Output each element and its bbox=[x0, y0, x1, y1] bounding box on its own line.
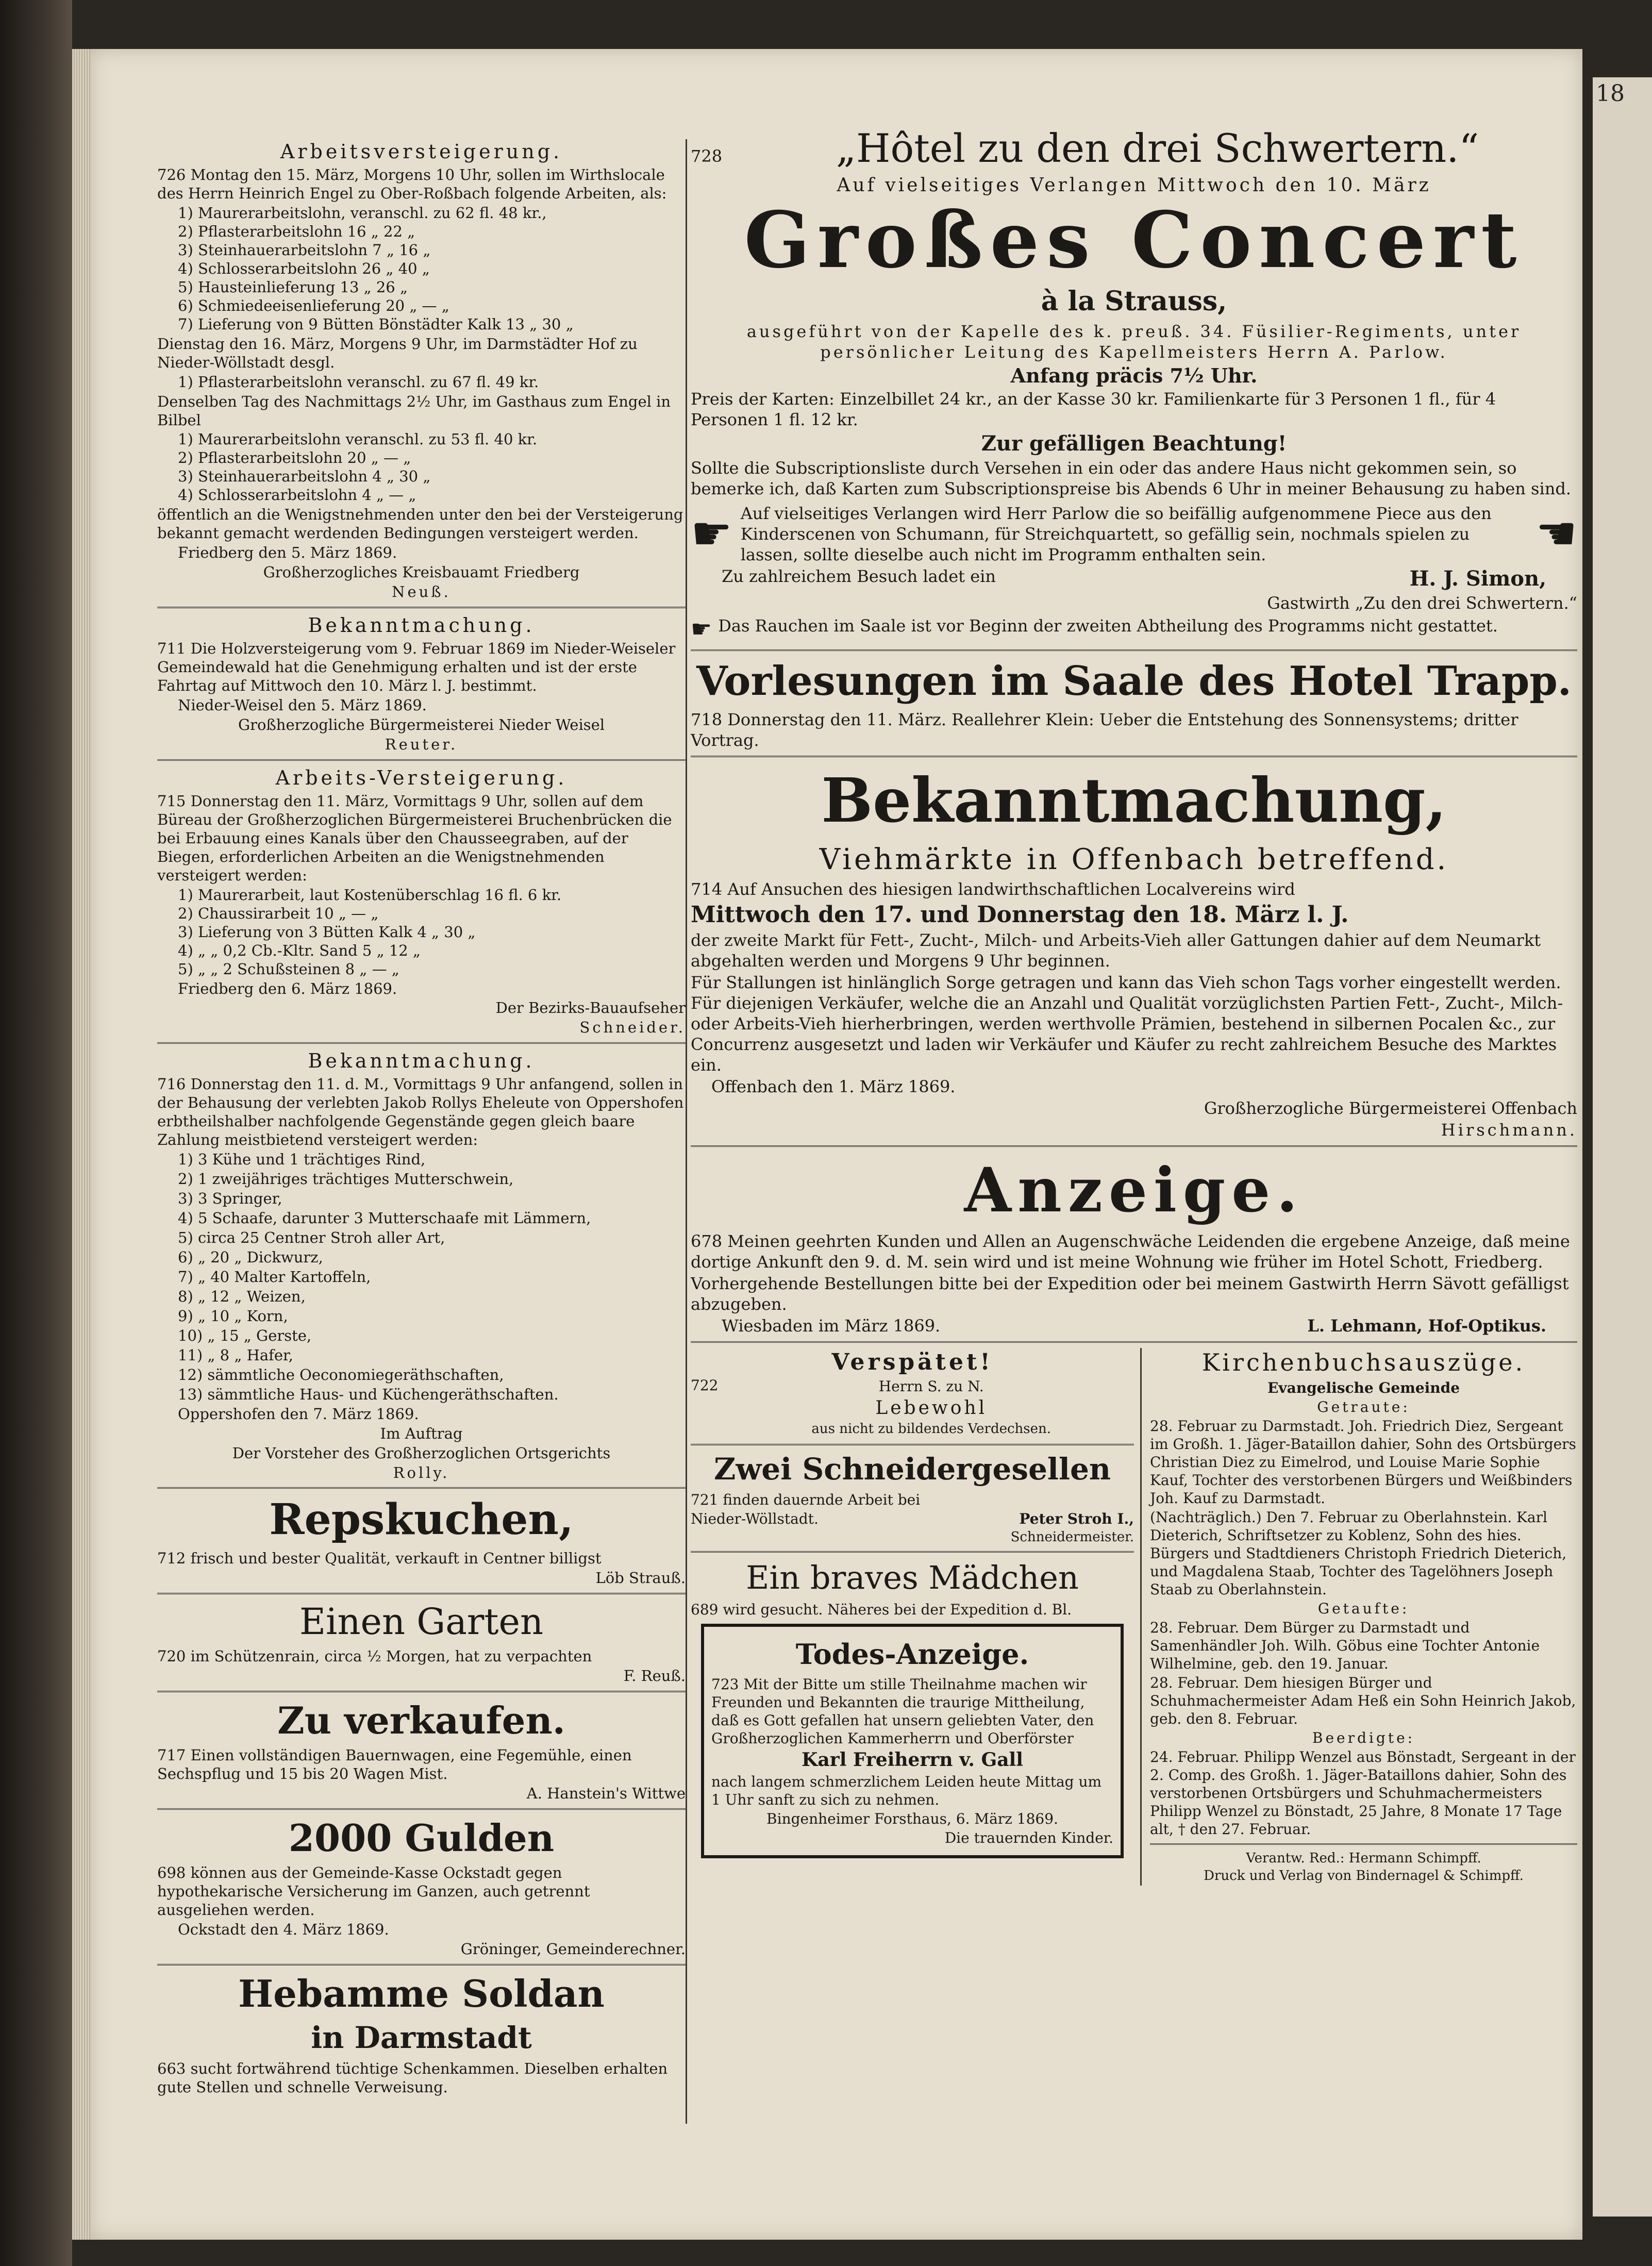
ad-2000-gulden bbox=[157, 1815, 686, 1959]
ad-subheadline: à la Strauss, bbox=[1041, 285, 1227, 317]
imprint-publisher: Druck und Verlag von Bindernagel & Schimpff. bbox=[1204, 1868, 1524, 1884]
ad-arbeitsversteigerung-715 bbox=[157, 766, 686, 1038]
ad-signature-note: Im Auftrag bbox=[380, 1424, 463, 1442]
facing-page-number: 18 bbox=[1596, 80, 1625, 107]
list-item: 4) „ „ 0,2 Cb.-Kltr. Sand 5 „ 12 „ bbox=[178, 941, 421, 959]
ad-signature: Großherzogliche Bürgermeisterei Nieder Weisel bbox=[238, 715, 605, 734]
ad-title: Bekanntmachung. bbox=[308, 614, 535, 637]
church-entry: 28. Februar. Dem hiesigen Bürger und Schuhmachermeister Adam Heß ein Sohn Heinrich Jakob, geb. den 8. Februar. bbox=[1150, 1674, 1576, 1727]
ad-signature: L. Lehmann, Hof-Optikus. bbox=[1307, 1316, 1546, 1336]
ad-text: ausgeführt von der Kapelle des k. preuß. 34. Füsilier-Regiments, unter persönlicher Leitung des Kapellmeisters Herrn A. Parlow. bbox=[746, 321, 1522, 362]
list-item: 8) „ 12 „ Weizen, bbox=[178, 1287, 306, 1305]
ad-text: Herrn S. zu N. bbox=[878, 1378, 984, 1395]
ad-title: Hebamme Soldan bbox=[238, 1971, 605, 2015]
list-item: 3) Steinhauerarbeitslohn 7 „ 16 „ bbox=[178, 241, 431, 259]
ad-signature: Die trauernden Kinder. bbox=[944, 1829, 1113, 1846]
ad-repskuchen bbox=[157, 1494, 686, 1588]
church-entry: (Nachträglich.) Den 7. Februar zu Oberlahnstein. Karl Dieterich, Schriftsetzer zu Koblenz, Sohn des hies. Bürgers und Stadtdieners Christoph Friedrich Dieterich, und Magdalena Staab, Tochter des Tagelöhners Joseph Staab zu Oberlahnstein. bbox=[1150, 1508, 1567, 1598]
ad-signature-name: Hirschmann. bbox=[1441, 1120, 1577, 1140]
ad-maedchen bbox=[691, 1558, 1134, 1619]
list-item: 2) Pflasterarbeitslohn 16 „ 22 „ bbox=[178, 222, 415, 240]
ad-title: Zu verkaufen. bbox=[277, 1698, 565, 1742]
ad-signature: A. Hanstein's Wittwe bbox=[526, 1784, 686, 1802]
list-item: 1) Maurerarbeit, laut Kostenüberschlag 16 fl. 6 kr. bbox=[178, 886, 562, 904]
ad-text: Lebewohl bbox=[875, 1397, 988, 1419]
ad-title: Anzeige. bbox=[964, 1154, 1304, 1226]
ad-subtitle: in Darmstadt bbox=[311, 2020, 532, 2056]
ad-signature: Gröninger, Gemeinderechner. bbox=[460, 1940, 686, 1958]
divider bbox=[157, 1964, 686, 1965]
list-item: 2) 1 zweijähriges trächtiges Mutterschwein, bbox=[178, 1170, 514, 1188]
list-item: 13) sämmtliche Haus- und Küchengeräthschaften. bbox=[178, 1385, 559, 1403]
ad-signature-name: Neuß. bbox=[392, 583, 451, 601]
imprint-editor: Verantw. Red.: Hermann Schimpff. bbox=[1246, 1850, 1481, 1866]
list-item: 1) Maurerarbeitslohn, veranschl. zu 62 fl. 48 kr., bbox=[178, 204, 547, 222]
book-spine bbox=[0, 0, 72, 2266]
ad-text: 712 frisch und bester Qualität, verkauft in Centner billigst bbox=[157, 1549, 602, 1568]
church-subtitle: Evangelische Gemeinde bbox=[1267, 1379, 1460, 1396]
ad-number: 728 bbox=[691, 146, 723, 166]
ad-intro: 726 Montag den 15. März, Morgens 10 Uhr, sollen im Wirthslocale des Herrn Heinrich Engel zu Ober-Roßbach folgende Arbeiten, als: bbox=[157, 166, 667, 203]
ad-vorlesungen bbox=[691, 656, 1577, 751]
item-list bbox=[157, 373, 686, 505]
bottom-columns bbox=[691, 1348, 1577, 1886]
ad-text: 689 wird gesucht. Näheres bei der Expedition d. Bl. bbox=[691, 1601, 1072, 1618]
ad-signature: Der Bezirks-Bauaufseher bbox=[495, 999, 686, 1017]
ad-title: Arbeitsversteigerung. bbox=[280, 140, 563, 163]
list-item: 1) 3 Kühe und 1 trächtiges Rind, bbox=[178, 1151, 426, 1169]
pointing-hand-left-icon: ☚ bbox=[1536, 507, 1577, 561]
ad-signature: Großherzogliche Bürgermeisterei Offenbach bbox=[1204, 1098, 1577, 1118]
ad-date: Oppershofen den 7. März 1869. bbox=[178, 1405, 419, 1423]
page-edges bbox=[72, 49, 93, 2240]
list-item: 4) 5 Schaafe, darunter 3 Mutterschaafe mit Lämmern, bbox=[178, 1209, 591, 1227]
ad-text: 721 finden dauernde Arbeit bei bbox=[691, 1491, 921, 1508]
ad-text: aus nicht zu bildendes Verdechsen. bbox=[811, 1421, 1052, 1437]
ad-number: 722 bbox=[691, 1377, 719, 1394]
ad-schneidergesellen bbox=[691, 1451, 1134, 1546]
ad-date: Friedberg den 5. März 1869. bbox=[178, 544, 397, 562]
ad-signature: Peter Stroh I., bbox=[1019, 1510, 1134, 1527]
ad-title: „Hôtel zu den drei Schwertern.“ bbox=[836, 125, 1479, 171]
ad-signature: Löb Strauß. bbox=[595, 1569, 686, 1587]
ad-bekanntmachung-716 bbox=[157, 1049, 686, 1482]
left-column bbox=[157, 137, 686, 2098]
divider bbox=[157, 607, 686, 608]
ad-note: Sollte die Subscriptionsliste durch Versehen in ein oder das andere Haus nicht gekommen sein, so bemerke ich, daß Karten zum Subscriptionspreise bis Abends 6 Uhr in meiner Behausung zu haben sind. bbox=[691, 458, 1571, 498]
right-column bbox=[691, 124, 1577, 1886]
ad-text: 714 Auf Ansuchen des hiesigen landwirthschaftlichen Localvereins wird bbox=[691, 879, 1295, 899]
ad-text: Dienstag den 16. März, Morgens 9 Uhr, im Darmstädter Hof zu Nieder-Wöllstadt desgl. bbox=[157, 335, 638, 371]
item-list bbox=[157, 886, 686, 979]
ad-text: 716 Donnerstag den 11. d. M., Vormittags 9 Uhr anfangend, sollen in der Behausung der verlebten Jakob Rollys Eheleute von Oppershofen erbtheilshalber nachfolgende Gegenstände gegen gleich baare Zahlung meistbietend versteigert werden: bbox=[157, 1075, 684, 1149]
ad-todes-anzeige bbox=[701, 1624, 1124, 1858]
ad-text: 678 Meinen geehrten Kunden und Allen an Augenschwäche Leidenden die ergebene Anzeige, daß meine dortige Ankunft den 9. d. M. sein wird und ist meine Wohnung wie früher im Hotel Schott, Friedberg. bbox=[691, 1231, 1570, 1272]
list-item: 1) Pflasterarbeitslohn veranschl. zu 67 fl. 49 kr. bbox=[178, 373, 539, 391]
list-item: 3) Lieferung von 3 Bütten Kalk 4 „ 30 „ bbox=[178, 923, 476, 941]
ad-bekanntmachung-711 bbox=[157, 613, 686, 754]
ad-title: Arbeits-Versteigerung. bbox=[275, 766, 568, 789]
list-item: 1) Maurerarbeitslohn veranschl. zu 53 fl. 40 kr. bbox=[178, 430, 538, 448]
divider bbox=[157, 1487, 686, 1489]
divider bbox=[691, 1444, 1134, 1445]
ad-text: 718 Donnerstag den 11. März. Reallehrer Klein: Ueber die Entstehung des Sonnensystems; dritter Vortrag. bbox=[691, 710, 1518, 750]
bottom-right-column bbox=[1142, 1348, 1577, 1886]
ad-arbeitsversteigerung-726 bbox=[157, 140, 686, 602]
list-item: 4) Schlosserarbeitslohn 26 „ 40 „ bbox=[178, 259, 430, 277]
ad-host: H. J. Simon, bbox=[1409, 566, 1546, 591]
ad-hebamme bbox=[157, 1971, 686, 2097]
list-item: 5) circa 25 Centner Stroh aller Art, bbox=[178, 1229, 445, 1247]
column-divider bbox=[686, 139, 687, 2124]
ad-hotel-concert bbox=[691, 124, 1577, 644]
church-heading: Beerdigte: bbox=[1312, 1729, 1415, 1746]
list-item: 6) „ 20 „ Dickwurz, bbox=[178, 1248, 323, 1267]
list-item: Denselben Tag des Nachmittags 2½ Uhr, im Gasthaus zum Engel in Bilbel bbox=[157, 392, 671, 429]
ad-title: Bekanntmachung. bbox=[308, 1049, 535, 1073]
ad-bold-dates: Mittwoch den 17. und Donnerstag den 18. März l. J. bbox=[691, 901, 1349, 928]
ad-text: 698 können aus der Gemeinde-Kasse Ockstadt gegen hypothekarische Versicherung im Ganzen, auch getrennt ausgeliehen werden. bbox=[157, 1864, 590, 1919]
ad-text: 715 Donnerstag den 11. März, Vormittags 9 Uhr, sollen auf dem Büreau der Großherzoglichen Bürgermeisterei Bruchenbrücken die bei Erbauung eines Kanals über den Chausseegraben, auf der Biegen, erforderlichen Arbeiten an die Wenigstnehmenden versteigert werden: bbox=[157, 792, 672, 884]
ad-signature: Großherzogliches Kreisbauamt Friedberg bbox=[263, 563, 580, 581]
item-list bbox=[157, 1151, 686, 1404]
ad-pointer-text: Auf vielseitiges Verlangen wird Herr Parlow die so beifällig aufgenommene Piece aus den Kinderscenen von Schumann, für Streichquartett, so gefällig sein, nochmals spielen zu lassen, sollte dieselbe auch nicht im Programm enthalten sein. bbox=[740, 504, 1492, 564]
ad-title: Ein braves Mädchen bbox=[746, 1558, 1079, 1596]
church-entry: 28. Februar. Dem Bürger zu Darmstadt und Samenhändler Joh. Wilh. Göbus eine Tochter Antonie Wilhelmine, geb. den 19. Januar. bbox=[1150, 1619, 1540, 1672]
ad-signature-name: Rolly. bbox=[393, 1463, 450, 1481]
ad-anzeige-678 bbox=[691, 1152, 1577, 1337]
ad-text: Vorhergehende Bestellungen bitte bei der Expedition oder bei meinem Gastwirth Herrn Sävott gefälligst abzugeben. bbox=[691, 1274, 1569, 1314]
ad-garten bbox=[157, 1599, 686, 1686]
item-list bbox=[157, 204, 686, 334]
ad-text: öffentlich an die Wenigstnehmenden unter den bei der Versteigerung bekannt gemacht werdenden Bedingungen versteigert werden. bbox=[157, 506, 683, 542]
ad-date: Bingenheimer Forsthaus, 6. März 1869. bbox=[766, 1810, 1058, 1827]
list-item: 10) „ 15 „ Gerste, bbox=[178, 1326, 312, 1344]
ad-signature-name: Reuter. bbox=[385, 735, 458, 753]
ad-place: Nieder-Wöllstadt. bbox=[691, 1510, 819, 1527]
list-item: 6) Schmiedeeisenlieferung 20 „ — „ bbox=[178, 296, 449, 314]
ad-smoke-note: Das Rauchen im Saale ist vor Beginn der zweiten Abtheilung des Programms nicht gestattet. bbox=[718, 616, 1498, 636]
ad-date: Friedberg den 6. März 1869. bbox=[178, 979, 397, 997]
list-item: 5) Hausteinlieferung 13 „ 26 „ bbox=[178, 278, 408, 296]
ad-text: 723 Mit der Bitte um stille Theilnahme machen wir Freunden und Bekannten die traurige Mittheilung, daß es Gott gefallen hat unsern geliebten Vater, den Großherzoglichen Kammerherrn und Oberförster bbox=[711, 1675, 1094, 1747]
list-item: 11) „ 8 „ Hafer, bbox=[178, 1346, 293, 1364]
list-item: 4) Schlosserarbeitslohn 4 „ — „ bbox=[178, 486, 416, 504]
list-item: 9) „ 10 „ Korn, bbox=[178, 1307, 288, 1325]
ad-bekanntmachung-714 bbox=[691, 762, 1577, 1140]
church-entry: 28. Februar zu Darmstadt. Joh. Friedrich Diez, Sergeant im Großh. 1. Jäger-Bataillon dahier, Sohn des Ortsbürgers Christian Diez zu Eimelrod, und Louise Marie Sophie Kauf, Tochter des verstorbenen Bürgers und Weißbinders Joh. Kauf zu Darmstadt. bbox=[1150, 1417, 1576, 1507]
list-item: 5) „ „ 2 Schußsteinen 8 „ — „ bbox=[178, 960, 399, 978]
pointing-hand-icon: ☛ bbox=[691, 615, 712, 643]
church-heading: Getraute: bbox=[1317, 1398, 1410, 1415]
ad-text: 720 im Schützenrain, circa ½ Morgen, hat zu verpachten bbox=[157, 1647, 592, 1665]
list-item: 7) „ 40 Malter Kartoffeln, bbox=[178, 1268, 371, 1286]
divider bbox=[157, 1691, 686, 1692]
ad-date: Nieder-Weisel den 5. März 1869. bbox=[178, 696, 427, 714]
ad-signature: F. Reuß. bbox=[623, 1667, 686, 1685]
ad-text: Für Stallungen ist hinlänglich Sorge getragen und kann das Vieh schon Tags vorher eingestellt werden. Für diejenigen Verkäufer, welche die an Anzahl und Qualität vorzüglichsten Partien Fett-, Zucht-, Milch- oder Arbeits-Vieh hierherbringen, werden werthvolle Prämien, bestehend in silbernen Pocalen &c., zur Concurrenz ausgesetzt und laden wir Verkäufer und Käufer zu recht zahlreichem Besuche des Marktes ein. bbox=[691, 972, 1563, 1075]
ad-prices: Preis der Karten: Einzelbillet 24 kr., an der Kasse 30 kr. Familienkarte für 3 Personen 1 fl., für 4 Personen 1 fl. 12 kr. bbox=[691, 389, 1496, 429]
ad-name: Karl Freiherrn v. Gall bbox=[802, 1748, 1023, 1771]
divider bbox=[691, 1341, 1577, 1343]
divider bbox=[1150, 1843, 1577, 1845]
pointing-hand-right-icon: ☛ bbox=[691, 507, 732, 561]
divider bbox=[691, 1551, 1134, 1553]
ad-text: 711 Die Holzversteigerung vom 9. Februar 1869 im Nieder-Weiseler Gemeindewald hat die Genehmigung erhalten und ist der erste Fahrtag auf Mittwoch den 10. März l. J. bestimmt. bbox=[157, 640, 676, 695]
ad-date: Ockstadt den 4. März 1869. bbox=[178, 1921, 389, 1939]
ad-subtitle: Auf vielseitiges Verlangen Mittwoch den 10. März bbox=[837, 175, 1431, 196]
ad-headline: Großes Concert bbox=[744, 195, 1524, 286]
ad-title: Bekanntmachung, bbox=[821, 764, 1447, 836]
ad-invite: Zu zahlreichem Besuch ladet ein bbox=[722, 566, 996, 586]
ad-date: Offenbach den 1. März 1869. bbox=[711, 1076, 956, 1096]
divider bbox=[691, 649, 1577, 651]
ad-signature-sub: Schneidermeister. bbox=[1010, 1529, 1134, 1545]
list-item: 3) 3 Springer, bbox=[178, 1190, 282, 1208]
ad-start: Anfang präcis 7½ Uhr. bbox=[1010, 363, 1258, 387]
ad-text: nach langem schmerzlichem Leiden heute Mittag um 1 Uhr sanft zu sich zu nehmen. bbox=[711, 1773, 1102, 1808]
divider bbox=[157, 759, 686, 761]
ad-text: 663 sucht fortwährend tüchtige Schenkammen. Dieselben erhalten gute Stellen und schnelle Verweisung. bbox=[157, 2060, 668, 2096]
ad-title: Todes-Anzeige. bbox=[795, 1638, 1029, 1671]
list-item: 3) Steinhauerarbeitslohn 4 „ 30 „ bbox=[178, 468, 431, 486]
divider bbox=[157, 1593, 686, 1594]
ad-title: 2000 Gulden bbox=[288, 1815, 555, 1860]
facing-page bbox=[1593, 77, 1652, 2217]
list-item: 2) Pflasterarbeitslohn 20 „ — „ bbox=[178, 449, 411, 467]
ad-zu-verkaufen bbox=[157, 1697, 686, 1803]
ad-note-title: Zur gefälligen Beachtung! bbox=[981, 431, 1287, 456]
ad-title: Einen Garten bbox=[299, 1601, 544, 1643]
list-item: 2) Chaussirarbeit 10 „ — „ bbox=[178, 904, 379, 922]
church-entry: 24. Februar. Philipp Wenzel aus Bönstadt, Sergeant in der 2. Comp. des Großh. 1. Jäger-Bataillons dahier, Sohn des verstorbenen Ortsbürgers und Schuhmachermeisters Philipp Wenzel zu Bönstadt, 25 Jahre, 8 Monate 17 Tage alt, † den 27. Februar. bbox=[1150, 1748, 1576, 1838]
ad-text: 717 Einen vollständigen Bauernwagen, eine Fegemühle, einen Sechspflug und 15 bis 20 Wagen Mist. bbox=[157, 1746, 632, 1782]
list-item: 7) Lieferung von 9 Bütten Bönstädter Kalk 13 „ 30 „ bbox=[178, 315, 574, 333]
bottom-left-column bbox=[691, 1348, 1142, 1886]
ad-signature: Der Vorsteher des Großherzoglichen Ortsgerichts bbox=[232, 1444, 611, 1462]
ad-date: Wiesbaden im März 1869. bbox=[722, 1316, 941, 1336]
ad-subtitle: Viehmärkte in Offenbach betreffend. bbox=[819, 842, 1449, 876]
divider bbox=[157, 1808, 686, 1810]
ad-title: Zwei Schneidergesellen bbox=[713, 1451, 1111, 1487]
divider bbox=[157, 1042, 686, 1044]
ad-signature-name: Schneider. bbox=[579, 1019, 686, 1037]
ad-title: Repskuchen, bbox=[269, 1495, 574, 1545]
ad-title: Verspätet! bbox=[831, 1349, 993, 1375]
list-item: 12) sämmtliche Oeconomiegeräthschaften, bbox=[178, 1365, 504, 1384]
ad-text: der zweite Markt für Fett-, Zucht-, Milch- und Arbeits-Vieh aller Gattungen dahier auf dem Neumarkt abgehalten werden und Morgens 9 Uhr beginnen. bbox=[691, 930, 1541, 971]
divider bbox=[691, 756, 1577, 757]
ad-host-sub: Gastwirth „Zu den drei Schwertern.“ bbox=[1267, 593, 1577, 613]
divider bbox=[691, 1145, 1577, 1147]
church-heading: Getaufte: bbox=[1317, 1599, 1410, 1617]
ad-verspaetet bbox=[691, 1348, 1134, 1439]
ad-title: Vorlesungen im Saale des Hotel Trapp. bbox=[696, 657, 1572, 705]
church-title: Kirchenbuchsauszüge. bbox=[1202, 1348, 1526, 1376]
